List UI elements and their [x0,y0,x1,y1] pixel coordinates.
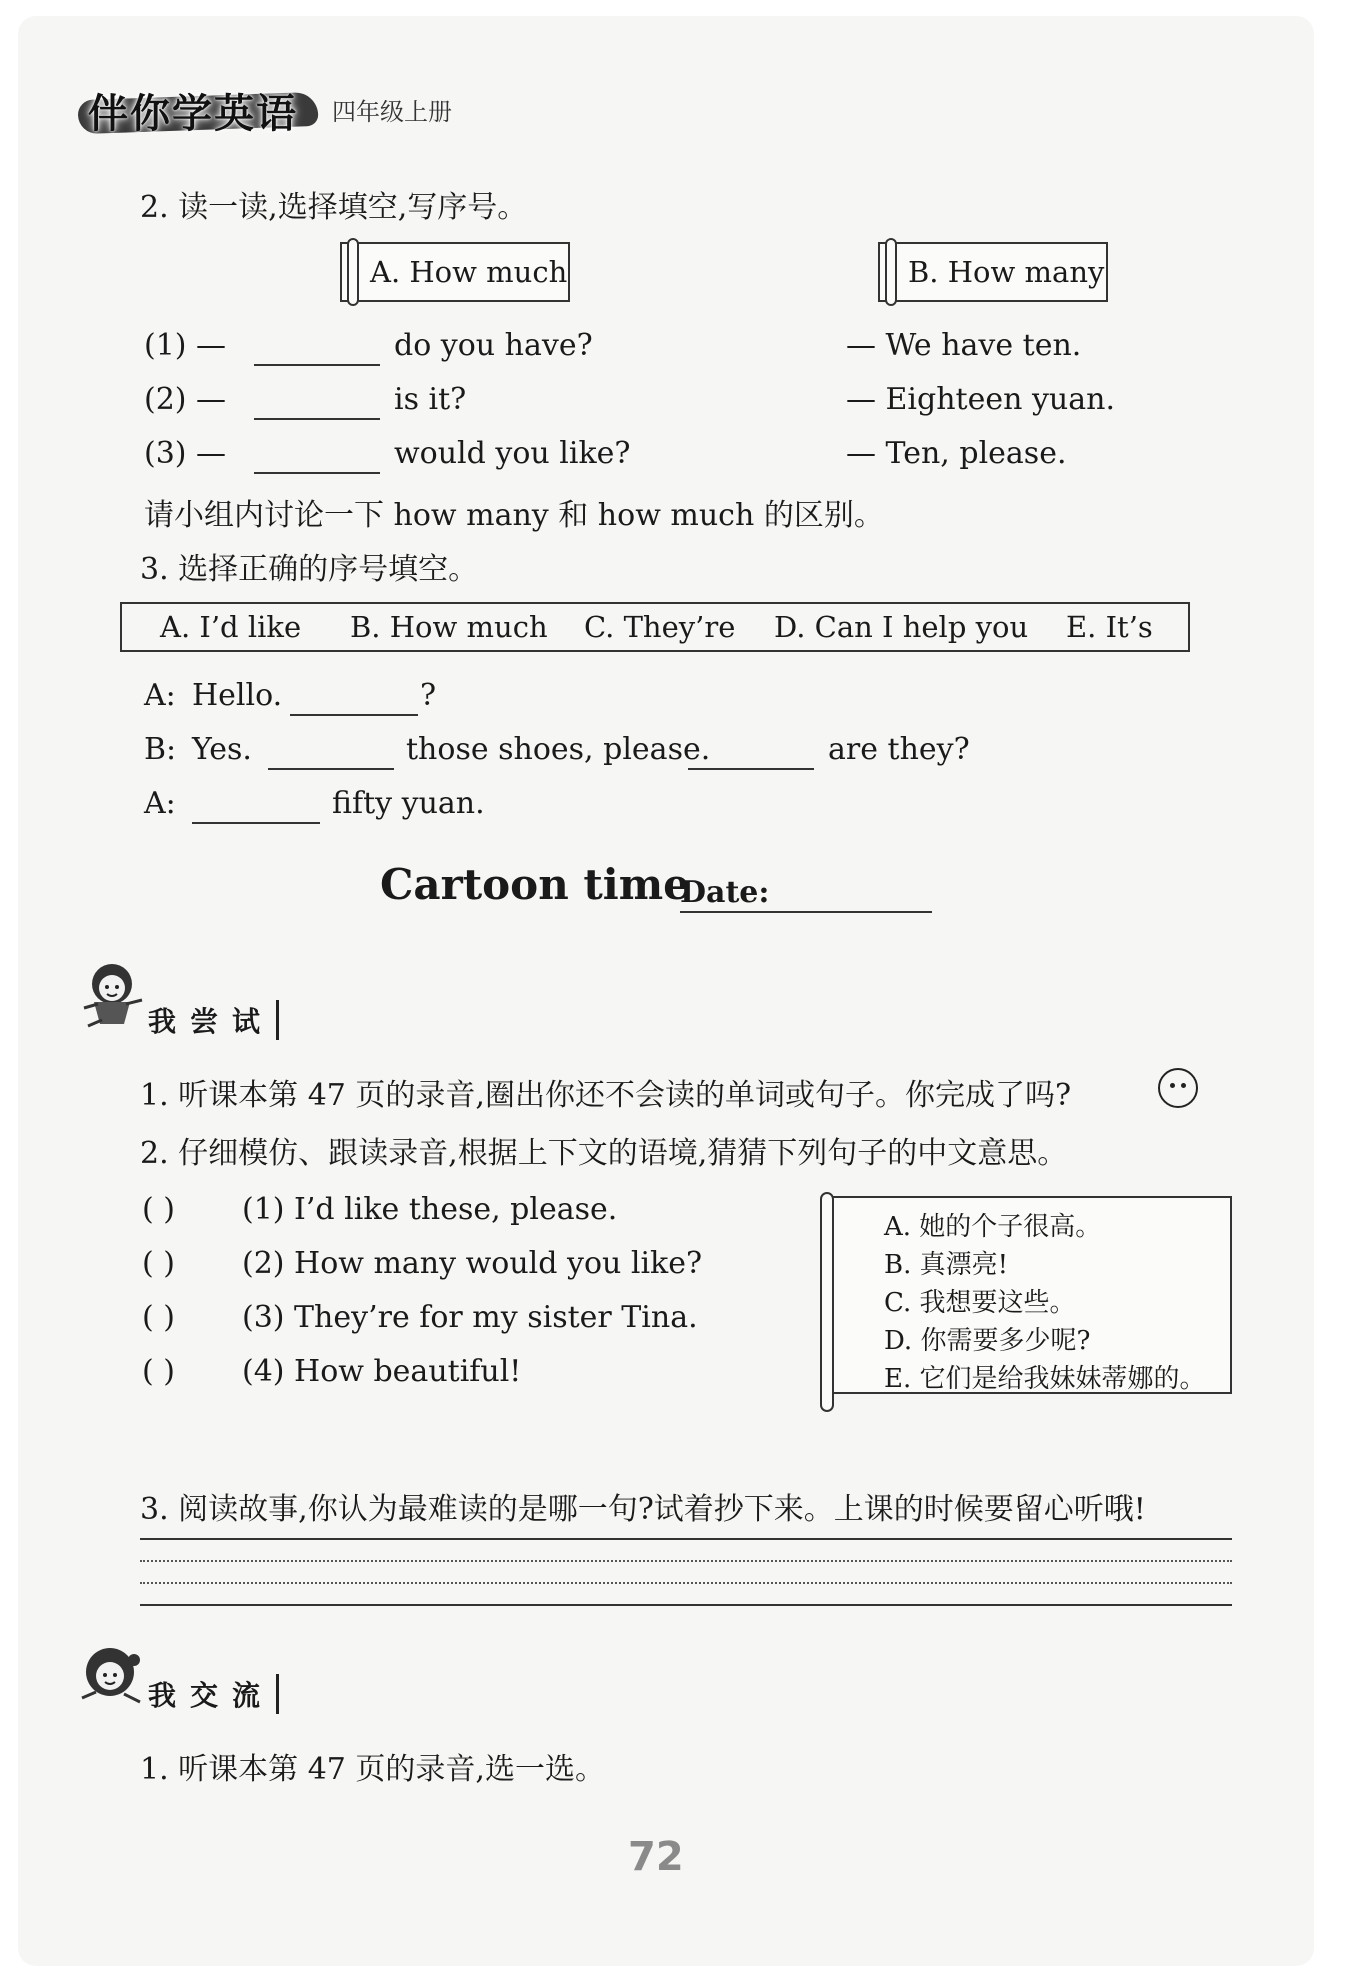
try-item1: 1. 听课本第 47 页的录音,圈出你还不会读的单词或句子。你完成了吗? [140,1078,1072,1113]
q2-row1-blank[interactable] [254,330,380,366]
match3-paren[interactable]: ( ) [142,1300,175,1335]
exchange-section-heading: 我交流 [148,1674,279,1714]
date-field[interactable] [680,911,932,913]
girl-mascot-icon [74,958,148,1034]
page-number: 72 [628,1834,684,1880]
q2-row3-num: (3) — [144,436,227,471]
chinese-choices-scroll [826,1196,1232,1394]
q3-option-b: B. How much [350,610,548,644]
q2-row3-text: would you like? [394,436,631,471]
q3-title: 3. 选择正确的序号填空。 [140,552,479,587]
q3-option-e: E. It’s [1066,610,1153,644]
exchange-item1: 1. 听课本第 47 页的录音,选一选。 [140,1752,605,1787]
q3-options-box [120,602,1190,652]
writing-line-dotted-2[interactable] [140,1582,1232,1584]
match4-text: (4) How beautiful! [242,1354,522,1389]
writing-line-top[interactable] [140,1538,1232,1540]
dialogue-a1-text: Hello. [192,678,283,713]
option-a-box [340,242,570,302]
q2-row2-num: (2) — [144,382,227,417]
cartoon-time-title: Cartoon time [380,860,690,909]
dialogue-a1-speaker: A: [144,678,176,713]
date-label: Date: [680,875,770,910]
writing-line-bottom[interactable] [140,1604,1232,1606]
match2-text: (2) How many would you like? [242,1246,703,1281]
dialogue-a1-blank[interactable] [290,680,418,716]
option-b-box [878,242,1108,302]
dialogue-b-blank2[interactable] [688,734,814,770]
q2-row1-answer: — We have ten. [846,328,1082,363]
q2-row2-blank[interactable] [254,384,380,420]
option-b: B. How many [908,255,1105,289]
dialogue-a2-end: fifty yuan. [332,786,485,821]
match3-text: (3) They’re for my sister Tina. [242,1300,698,1335]
q2-row2-answer: — Eighteen yuan. [846,382,1115,417]
q2-row2-text: is it? [394,382,467,417]
q2-row1-num: (1) — [144,328,227,363]
q2-discussion: 请小组内讨论一下 how many 和 how much 的区别。 [144,498,884,533]
dialogue-b-mid: those shoes, please. [406,732,711,767]
smiley-face-icon [1158,1068,1198,1108]
try-section-heading: 我尝试 [148,1000,279,1040]
q2-title: 2. 读一读,选择填空,写序号。 [140,190,528,225]
book-subtitle: 四年级上册 [332,98,452,126]
match1-text: (1) I’d like these, please. [242,1192,618,1227]
match4-paren[interactable]: ( ) [142,1354,175,1389]
q3-option-a: A. I’d like [160,610,302,644]
dialogue-a1-end: ? [420,678,437,713]
try-item3: 3. 阅读故事,你认为最难读的是哪一句?试着抄下来。上课的时候要留心听哦! [140,1492,1146,1527]
q3-option-c: C. They’re [584,610,736,644]
book-brand: 伴你学英语 [88,91,298,137]
writing-line-dotted-1[interactable] [140,1560,1232,1562]
dialogue-b-speaker: B: [144,732,177,767]
choice-c: C. 我想要这些。 [884,1288,1076,1318]
dialogue-b-text: Yes. [192,732,252,767]
dialogue-b-blank1[interactable] [268,734,394,770]
dialogue-a2-blank[interactable] [192,788,320,824]
q2-row1-text: do you have? [394,328,593,363]
try-item2: 2. 仔细模仿、跟读录音,根据上下文的语境,猜猜下列句子的中文意思。 [140,1136,1068,1171]
option-a: A. How much [370,255,568,289]
choice-d: D. 你需要多少呢? [884,1326,1091,1356]
q2-row3-blank[interactable] [254,438,380,474]
choice-b: B. 真漂亮! [884,1250,1009,1280]
choice-e: E. 它们是给我妹妹蒂娜的。 [884,1364,1206,1394]
choice-a: A. 她的个子很高。 [884,1212,1102,1242]
q2-row3-answer: — Ten, please. [846,436,1067,471]
boy-mascot-icon [74,1642,148,1712]
match1-paren[interactable]: ( ) [142,1192,175,1227]
dialogue-b-end: are they? [828,732,970,767]
match2-paren[interactable]: ( ) [142,1246,175,1281]
dialogue-a2-speaker: A: [144,786,176,821]
q3-option-d: D. Can I help you [774,610,1029,644]
